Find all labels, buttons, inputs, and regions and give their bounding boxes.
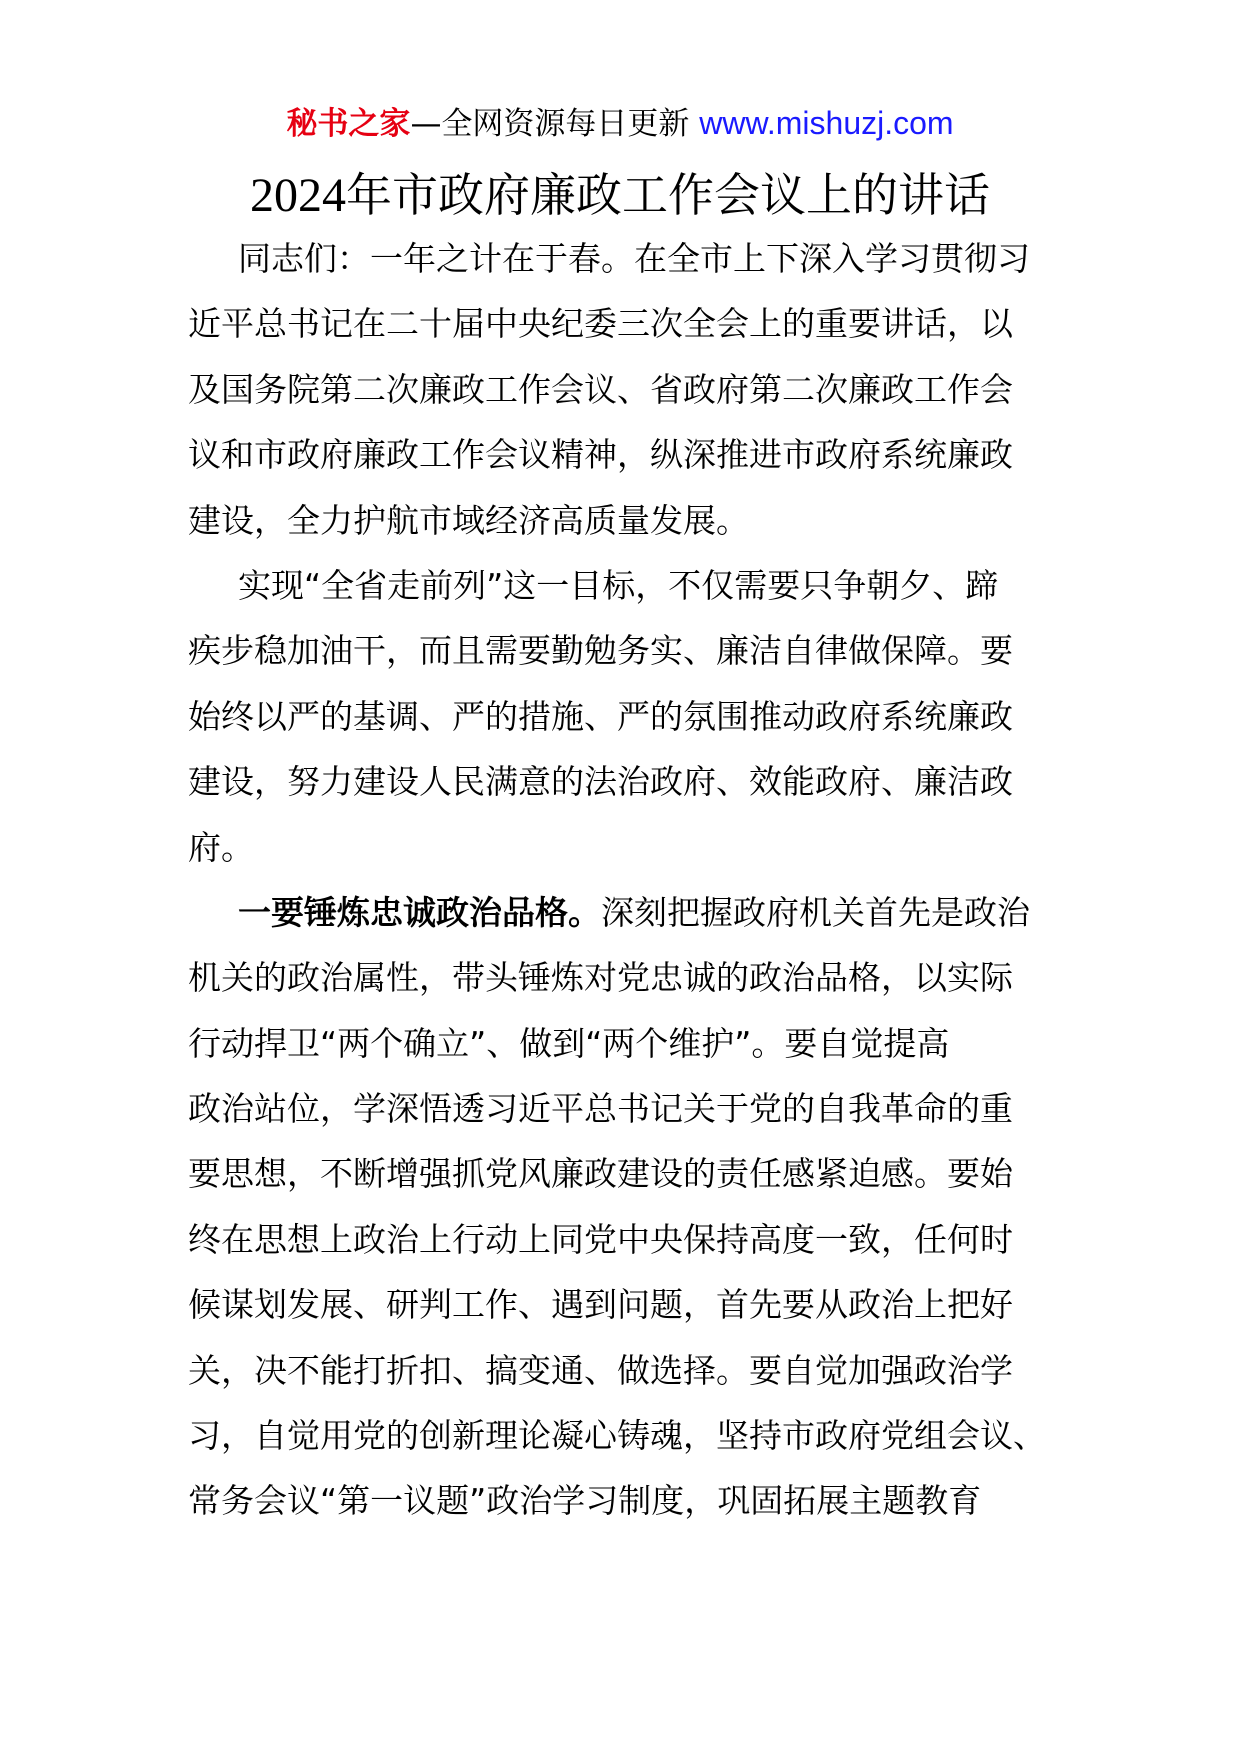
document-title bbox=[0, 160, 1240, 231]
title-text: 年市政府廉政工作会议上的讲话 bbox=[346, 168, 990, 222]
text-line: 始终以严的基调、严的措施、严的氛围推动政府系统廉政 bbox=[188, 696, 1013, 736]
text-line: 终在思想上政治上行动上同党中央保持高度一致，任何时 bbox=[188, 1219, 1013, 1259]
heading-continuation: 深刻把握政府机关首先是政治 bbox=[601, 892, 1030, 932]
text-line: 疾步稳加油干，而且需要勤勉务实、廉洁自律做保障。要 bbox=[188, 631, 1013, 671]
site-header bbox=[0, 100, 1240, 147]
text-line: 候谋划发展、研判工作、遇到问题，首先要从政治上把好 bbox=[188, 1285, 1013, 1325]
text-line: 实现“全省走前列”这一目标，不仅需要只争朝夕、蹄 bbox=[238, 565, 999, 605]
text-line bbox=[188, 880, 1048, 945]
title-year: 2024 bbox=[250, 169, 346, 222]
brand-name: 秘书之家 bbox=[286, 106, 411, 142]
text-line: 建设，努力建设人民满意的法治政府、效能政府、廉洁政 bbox=[188, 762, 1013, 802]
header-tagline: —全网资源每日更新 bbox=[410, 106, 700, 142]
document-body bbox=[188, 226, 1048, 1534]
text-line: 同志们：一年之计在于春。在全市上下深入学习贯彻习 bbox=[238, 239, 1030, 278]
text-line: 建设，全力护航市域经济高质量发展。 bbox=[188, 500, 749, 540]
paragraph-3 bbox=[188, 880, 1048, 1534]
text-line: 府。 bbox=[188, 827, 254, 867]
paragraph-1 bbox=[188, 226, 1048, 553]
text-line: 政治站位，学深悟透习近平总书记关于党的自我革命的重 bbox=[188, 1089, 1013, 1129]
text-line: 习，自觉用党的创新理论凝心铸魂，坚持市政府党组会议、 bbox=[188, 1416, 1046, 1456]
text-line: 常务会议“第一议题”政治学习制度，巩固拓展主题教育 bbox=[188, 1481, 982, 1521]
text-line: 议和市政府廉政工作会议精神，纵深推进市政府系统廉政 bbox=[188, 435, 1013, 475]
text-line: 行动捍卫“两个确立”、做到“两个维护”。要自觉提高 bbox=[188, 1023, 950, 1063]
section-heading: 一要锤炼忠诚政治品格。 bbox=[238, 892, 601, 932]
text-line: 及国务院第二次廉政工作会议、省政府第二次廉政工作会 bbox=[188, 369, 1013, 409]
text-line: 要思想，不断增强抓党风廉政建设的责任感紧迫感。要始 bbox=[188, 1154, 1013, 1194]
site-url-link[interactable]: www.mishuzj.com bbox=[699, 105, 954, 141]
text-line: 机关的政治属性，带头锤炼对党忠诚的政治品格，以实际 bbox=[188, 958, 1013, 998]
paragraph-2 bbox=[188, 553, 1048, 880]
text-line: 关，决不能打折扣、搞变通、做选择。要自觉加强政治学 bbox=[188, 1350, 1013, 1390]
text-line: 近平总书记在二十届中央纪委三次全会上的重要讲话，以 bbox=[188, 304, 1013, 344]
